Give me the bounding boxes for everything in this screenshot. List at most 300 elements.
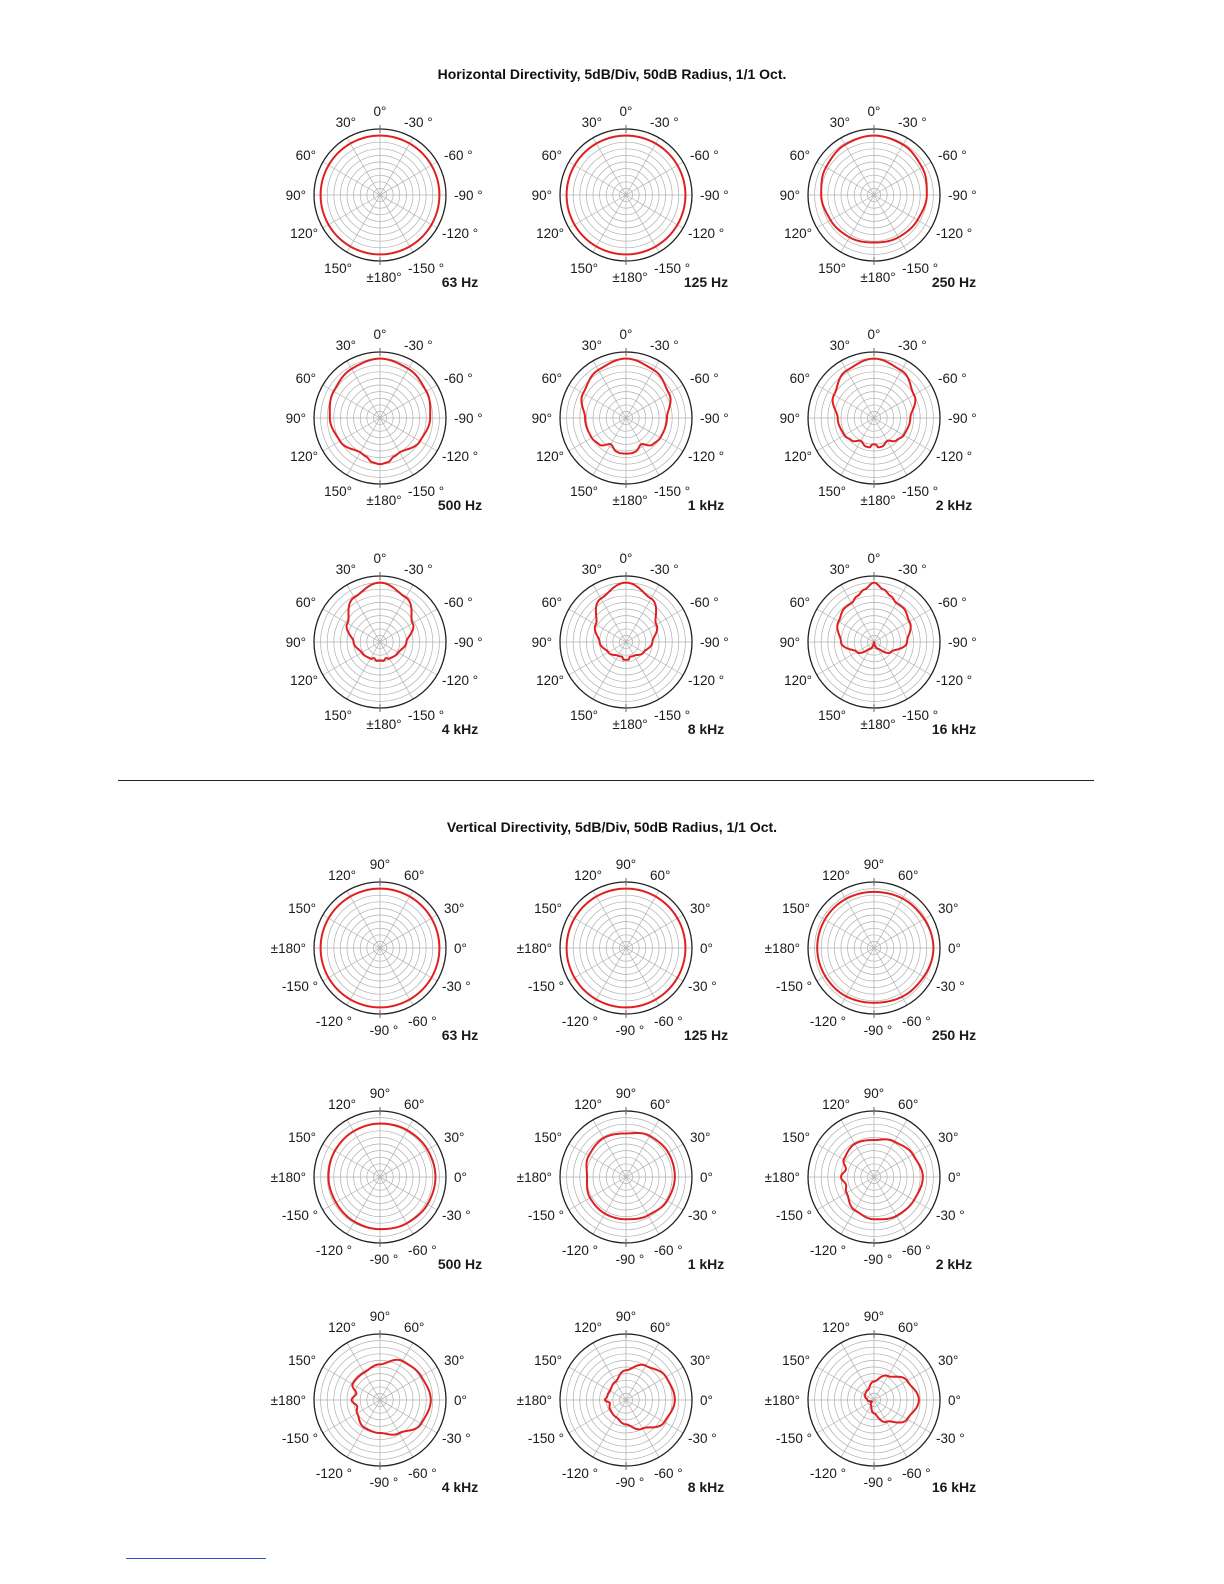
grid-spoke — [569, 385, 626, 418]
grid-spoke — [593, 418, 626, 475]
angle-label: 90° — [615, 1309, 637, 1324]
angle-label: 60° — [650, 868, 671, 883]
grid-spoke — [347, 642, 380, 699]
grid-spoke — [626, 418, 659, 475]
angle-label: -120 ° — [809, 1243, 846, 1258]
angle-label: -30 ° — [936, 979, 965, 994]
angle-label: -120 ° — [561, 1466, 598, 1481]
angle-label: -60 ° — [408, 1014, 437, 1029]
angle-label: -90 ° — [863, 1475, 893, 1490]
angle-label: ±180° — [516, 1170, 552, 1185]
grid-spoke — [874, 585, 907, 642]
grid-spoke — [380, 195, 413, 252]
grid-spoke — [817, 609, 874, 642]
angle-label: -150 ° — [902, 708, 939, 723]
grid-spoke — [380, 948, 437, 981]
angle-label: -30 ° — [936, 1431, 965, 1446]
angle-label: -30 ° — [442, 979, 471, 994]
angle-label: -120 ° — [561, 1014, 598, 1029]
angle-label: 90° — [779, 411, 800, 426]
grid-spoke — [380, 1400, 413, 1457]
grid-spoke — [817, 1400, 874, 1433]
grid-spoke — [626, 948, 683, 981]
angle-label: ±180° — [270, 1170, 306, 1185]
angle-label: 0° — [619, 327, 633, 342]
frequency-label: 2 kHz — [935, 497, 973, 513]
angle-label: -60 ° — [444, 371, 473, 386]
grid-spoke — [841, 361, 874, 418]
angle-label: 150° — [288, 1130, 316, 1145]
angle-label: 60° — [650, 1320, 671, 1335]
angle-label: ±180° — [764, 941, 800, 956]
angle-label: 90° — [285, 411, 306, 426]
angle-label: -90 ° — [700, 188, 729, 203]
angle-label: 0° — [619, 104, 633, 119]
angle-label: 30° — [690, 1353, 711, 1368]
angle-label: 30° — [444, 1353, 465, 1368]
frequency-label: 250 Hz — [931, 1027, 977, 1043]
angle-label: 90° — [369, 857, 391, 872]
angle-label: -90 ° — [369, 1252, 399, 1267]
angle-label: -120 ° — [809, 1466, 846, 1481]
grid-spoke — [569, 1144, 626, 1177]
grid-spoke — [841, 642, 874, 699]
angle-label: ±180° — [612, 717, 648, 732]
grid-spoke — [380, 642, 413, 699]
angle-label: 60° — [404, 1320, 425, 1335]
grid-spoke — [874, 609, 931, 642]
grid-spoke — [593, 585, 626, 642]
angle-label: 90° — [863, 1309, 885, 1324]
angle-label: 30° — [829, 115, 850, 130]
angle-label: -60 ° — [408, 1466, 437, 1481]
angle-label: -60 ° — [654, 1014, 683, 1029]
grid-spoke — [380, 948, 413, 1005]
grid-spoke — [347, 418, 380, 475]
grid-spoke — [323, 915, 380, 948]
grid-spoke — [569, 1367, 626, 1400]
angle-label: 30° — [444, 1130, 465, 1145]
grid-spoke — [380, 1177, 437, 1210]
angle-label: 0° — [454, 1170, 467, 1185]
grid-spoke — [593, 891, 626, 948]
angle-label: -90 ° — [454, 188, 483, 203]
grid-spoke — [593, 195, 626, 252]
angle-label: -30 ° — [936, 1208, 965, 1223]
angle-label: 120° — [536, 449, 564, 464]
angle-label: -30 ° — [898, 115, 927, 130]
angle-label: 150° — [782, 1130, 810, 1145]
angle-label: ±180° — [516, 941, 552, 956]
vertical-section-title: Vertical Directivity, 5dB/Div, 50dB Radius, 1/1 Oct. — [446, 819, 778, 835]
angle-label: ±180° — [860, 270, 896, 285]
grid-spoke — [874, 1367, 931, 1400]
angle-label: ±180° — [270, 1393, 306, 1408]
angle-label: -150 ° — [408, 708, 445, 723]
angle-label: 150° — [324, 261, 352, 276]
angle-label: -90 ° — [369, 1023, 399, 1038]
angle-label: 150° — [534, 1353, 562, 1368]
angle-label: -60 ° — [408, 1243, 437, 1258]
angle-label: -150 ° — [654, 261, 691, 276]
grid-spoke — [380, 1177, 413, 1234]
grid-spoke — [593, 642, 626, 699]
grid-spoke — [626, 195, 683, 228]
grid-spoke — [380, 1144, 437, 1177]
angle-label: 30° — [335, 562, 356, 577]
grid-spoke — [874, 915, 931, 948]
angle-label: -150 ° — [408, 484, 445, 499]
angle-label: -120 ° — [936, 673, 973, 688]
angle-label: 120° — [290, 449, 318, 464]
angle-label: 90° — [615, 1086, 637, 1101]
grid-spoke — [626, 1177, 659, 1234]
grid-spoke — [347, 1400, 380, 1457]
angle-label: 60° — [789, 371, 810, 386]
angle-label: -60 ° — [902, 1014, 931, 1029]
frequency-label: 500 Hz — [437, 1256, 483, 1272]
grid-spoke — [874, 1343, 907, 1400]
angle-label: 150° — [818, 708, 846, 723]
grid-spoke — [593, 138, 626, 195]
angle-label: -30 ° — [688, 1208, 717, 1223]
frequency-label: 8 kHz — [687, 721, 725, 737]
angle-label: -30 ° — [404, 562, 433, 577]
angle-label: 150° — [288, 1353, 316, 1368]
angle-label: -30 ° — [688, 1431, 717, 1446]
frequency-label: 63 Hz — [441, 274, 479, 290]
angle-label: -90 ° — [948, 411, 977, 426]
angle-label: 60° — [541, 371, 562, 386]
grid-spoke — [569, 1400, 626, 1433]
angle-label: 120° — [290, 226, 318, 241]
angle-label: 120° — [536, 226, 564, 241]
angle-label: 30° — [335, 115, 356, 130]
angle-label: -150 ° — [902, 261, 939, 276]
frequency-label: 16 kHz — [931, 1479, 977, 1495]
angle-label: 30° — [938, 901, 959, 916]
angle-label: 60° — [295, 371, 316, 386]
angle-label: 90° — [369, 1309, 391, 1324]
grid-spoke — [626, 385, 683, 418]
angle-label: 150° — [782, 1353, 810, 1368]
frequency-label: 8 kHz — [687, 1479, 725, 1495]
angle-label: -90 ° — [615, 1475, 645, 1490]
angle-label: 150° — [570, 708, 598, 723]
angle-label: ±180° — [366, 493, 402, 508]
grid-spoke — [569, 915, 626, 948]
angle-label: 90° — [285, 188, 306, 203]
frequency-label: 4 kHz — [441, 1479, 479, 1495]
angle-label: 120° — [536, 673, 564, 688]
angle-label: 150° — [534, 901, 562, 916]
angle-label: 0° — [373, 551, 387, 566]
angle-label: -150 ° — [775, 979, 812, 994]
angle-label: -120 ° — [936, 226, 973, 241]
angle-label: 90° — [863, 1086, 885, 1101]
angle-label: 90° — [531, 188, 552, 203]
angle-label: 150° — [818, 261, 846, 276]
angle-label: 0° — [700, 1170, 713, 1185]
grid-spoke — [626, 891, 659, 948]
angle-label: -90 ° — [615, 1023, 645, 1038]
angle-label: ±180° — [764, 1393, 800, 1408]
angle-label: 0° — [373, 327, 387, 342]
grid-spoke — [347, 1120, 380, 1177]
grid-spoke — [380, 418, 413, 475]
angle-label: -120 ° — [315, 1243, 352, 1258]
angle-label: -60 ° — [938, 595, 967, 610]
grid-spoke — [626, 948, 659, 1005]
grid-spoke — [626, 585, 659, 642]
angle-label: 120° — [822, 1097, 850, 1112]
grid-spoke — [874, 1400, 907, 1457]
grid-spoke — [569, 418, 626, 451]
angle-label: 30° — [581, 115, 602, 130]
frequency-label: 250 Hz — [931, 274, 977, 290]
grid-spoke — [380, 195, 437, 228]
frequency-label: 125 Hz — [683, 1027, 729, 1043]
angle-label: ±180° — [764, 1170, 800, 1185]
grid-spoke — [626, 162, 683, 195]
angle-label: -120 ° — [561, 1243, 598, 1258]
angle-label: -120 ° — [688, 226, 725, 241]
angle-label: 120° — [784, 449, 812, 464]
angle-label: 90° — [531, 411, 552, 426]
angle-label: 0° — [948, 1170, 961, 1185]
angle-label: 0° — [867, 551, 881, 566]
angle-label: 150° — [324, 708, 352, 723]
angle-label: 60° — [650, 1097, 671, 1112]
grid-spoke — [569, 162, 626, 195]
grid-spoke — [347, 585, 380, 642]
angle-label: -90 ° — [948, 188, 977, 203]
angle-label: -120 ° — [809, 1014, 846, 1029]
grid-spoke — [380, 1343, 413, 1400]
angle-label: 90° — [863, 857, 885, 872]
grid-spoke — [323, 1367, 380, 1400]
angle-label: -90 ° — [700, 635, 729, 650]
angle-label: 150° — [288, 901, 316, 916]
angle-label: -30 ° — [404, 115, 433, 130]
grid-spoke — [380, 1367, 437, 1400]
frequency-label: 16 kHz — [931, 721, 977, 737]
grid-spoke — [380, 585, 413, 642]
grid-spoke — [874, 385, 931, 418]
grid-spoke — [626, 418, 683, 451]
angle-label: 60° — [404, 1097, 425, 1112]
angle-label: -150 ° — [281, 979, 318, 994]
angle-label: -30 ° — [650, 338, 679, 353]
angle-label: -30 ° — [898, 338, 927, 353]
angle-label: -90 ° — [369, 1475, 399, 1490]
angle-label: -30 ° — [898, 562, 927, 577]
grid-spoke — [874, 361, 907, 418]
angle-label: -60 ° — [444, 595, 473, 610]
angle-label: 30° — [938, 1353, 959, 1368]
grid-spoke — [380, 915, 437, 948]
angle-label: 0° — [948, 941, 961, 956]
grid-spoke — [626, 642, 659, 699]
angle-label: -120 ° — [442, 226, 479, 241]
grid-spoke — [380, 1400, 437, 1433]
grid-spoke — [841, 138, 874, 195]
angle-label: 60° — [898, 868, 919, 883]
angle-label: ±180° — [366, 717, 402, 732]
grid-spoke — [380, 1120, 413, 1177]
angle-label: -60 ° — [654, 1243, 683, 1258]
angle-label: 120° — [574, 1320, 602, 1335]
grid-spoke — [347, 138, 380, 195]
grid-spoke — [841, 585, 874, 642]
angle-label: 150° — [818, 484, 846, 499]
angle-label: -60 ° — [902, 1466, 931, 1481]
grid-spoke — [874, 1120, 907, 1177]
angle-label: 60° — [541, 595, 562, 610]
angle-label: 120° — [784, 226, 812, 241]
angle-label: 120° — [822, 1320, 850, 1335]
frequency-label: 63 Hz — [441, 1027, 479, 1043]
grid-spoke — [380, 891, 413, 948]
angle-label: 30° — [581, 338, 602, 353]
angle-label: 0° — [373, 104, 387, 119]
angle-label: -30 ° — [442, 1208, 471, 1223]
frequency-label: 125 Hz — [683, 274, 729, 290]
grid-spoke — [626, 915, 683, 948]
grid-spoke — [874, 1177, 907, 1234]
frequency-label: 500 Hz — [437, 497, 483, 513]
grid-spoke — [347, 891, 380, 948]
angle-label: -150 ° — [902, 484, 939, 499]
angle-label: 0° — [948, 1393, 961, 1408]
angle-label: 150° — [570, 261, 598, 276]
angle-label: -150 ° — [775, 1431, 812, 1446]
angle-label: 90° — [531, 635, 552, 650]
angle-label: 90° — [779, 635, 800, 650]
angle-label: 90° — [285, 635, 306, 650]
angle-label: 150° — [782, 901, 810, 916]
angle-label: -150 ° — [408, 261, 445, 276]
angle-label: -90 ° — [615, 1252, 645, 1267]
angle-label: 30° — [829, 562, 850, 577]
angle-label: 0° — [700, 941, 713, 956]
grid-spoke — [380, 138, 413, 195]
grid-spoke — [874, 195, 907, 252]
angle-label: -60 ° — [902, 1243, 931, 1258]
frequency-label: 1 kHz — [687, 1256, 725, 1272]
angle-label: 60° — [295, 148, 316, 163]
angle-label: -60 ° — [654, 1466, 683, 1481]
angle-label: 150° — [570, 484, 598, 499]
angle-label: -150 ° — [654, 484, 691, 499]
frequency-label: 1 kHz — [687, 497, 725, 513]
angle-label: 0° — [619, 551, 633, 566]
grid-spoke — [841, 195, 874, 252]
angle-label: 90° — [615, 857, 637, 872]
grid-spoke — [593, 1177, 626, 1234]
angle-label: 120° — [290, 673, 318, 688]
angle-label: -90 ° — [454, 411, 483, 426]
angle-label: 30° — [335, 338, 356, 353]
angle-label: ±180° — [612, 493, 648, 508]
angle-label: 120° — [328, 1097, 356, 1112]
angle-label: 120° — [574, 868, 602, 883]
grid-spoke — [347, 195, 380, 252]
angle-label: 90° — [779, 188, 800, 203]
angle-label: 60° — [898, 1320, 919, 1335]
angle-label: 150° — [534, 1130, 562, 1145]
angle-label: -120 ° — [688, 673, 725, 688]
angle-label: -120 ° — [442, 673, 479, 688]
grid-spoke — [569, 1177, 626, 1210]
angle-label: -60 ° — [444, 148, 473, 163]
angle-label: 60° — [789, 595, 810, 610]
grid-spoke — [323, 948, 380, 981]
angle-label: 90° — [369, 1086, 391, 1101]
grid-spoke — [380, 385, 437, 418]
frequency-label: 4 kHz — [441, 721, 479, 737]
angle-label: 60° — [295, 595, 316, 610]
angle-label: ±180° — [860, 493, 896, 508]
angle-label: 150° — [324, 484, 352, 499]
angle-label: 60° — [404, 868, 425, 883]
angle-label: 120° — [328, 1320, 356, 1335]
angle-label: -90 ° — [863, 1023, 893, 1038]
grid-spoke — [569, 642, 626, 675]
grid-spoke — [874, 138, 907, 195]
angle-label: ±180° — [612, 270, 648, 285]
grid-spoke — [626, 138, 659, 195]
grid-spoke — [323, 195, 380, 228]
angle-label: 60° — [898, 1097, 919, 1112]
angle-label: 30° — [690, 901, 711, 916]
grid-spoke — [323, 385, 380, 418]
grid-spoke — [817, 385, 874, 418]
angle-label: ±180° — [366, 270, 402, 285]
angle-label: -30 ° — [688, 979, 717, 994]
angle-label: -90 ° — [700, 411, 729, 426]
angle-label: -120 ° — [315, 1466, 352, 1481]
grid-spoke — [569, 195, 626, 228]
angle-label: -90 ° — [454, 635, 483, 650]
angle-label: -60 ° — [938, 371, 967, 386]
angle-label: -30 ° — [404, 338, 433, 353]
angle-label: 30° — [829, 338, 850, 353]
grid-spoke — [874, 948, 931, 981]
grid-spoke — [593, 1120, 626, 1177]
grid-spoke — [841, 1400, 874, 1457]
angle-label: 60° — [541, 148, 562, 163]
angle-label: -150 ° — [527, 1208, 564, 1223]
angle-label: -60 ° — [690, 148, 719, 163]
angle-label: -90 ° — [863, 1252, 893, 1267]
grid-spoke — [323, 162, 380, 195]
angle-label: -150 ° — [654, 708, 691, 723]
angle-label: 0° — [454, 1393, 467, 1408]
angle-label: -150 ° — [527, 979, 564, 994]
angle-label: -120 ° — [315, 1014, 352, 1029]
angle-label: -60 ° — [690, 371, 719, 386]
grid-spoke — [626, 1120, 659, 1177]
grid-spoke — [626, 195, 659, 252]
angle-label: -30 ° — [650, 562, 679, 577]
grid-spoke — [841, 1343, 874, 1400]
angle-label: -60 ° — [690, 595, 719, 610]
angle-label: -30 ° — [442, 1431, 471, 1446]
angle-label: -120 ° — [442, 449, 479, 464]
grid-spoke — [380, 162, 437, 195]
angle-label: 0° — [454, 941, 467, 956]
